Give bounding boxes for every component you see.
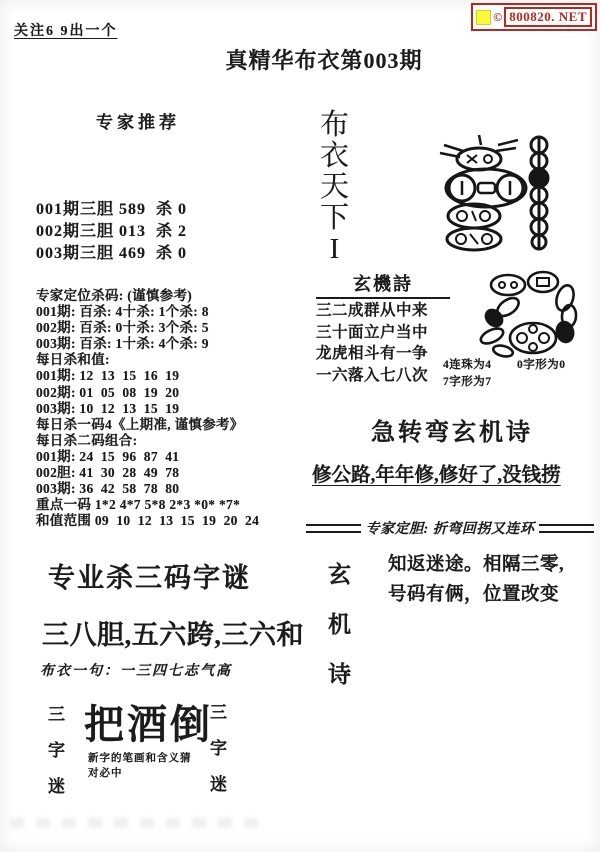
riddle-hint-line: 对必中 <box>88 768 123 779</box>
poem-line: 龙虎相斗有一争 <box>316 345 429 362</box>
sharp-turn-heading: 急转弯玄机诗 <box>371 420 533 446</box>
position-kill-row: 001期: 百杀: 4十杀: 1个杀: 8 <box>36 304 209 320</box>
vertical-char: I <box>329 233 340 265</box>
daily-two-kill-row: 003期: 36 42 58 78 80 <box>36 481 180 497</box>
vertical-char: 诗 <box>328 662 351 687</box>
three-char-riddle-label-left <box>48 700 65 797</box>
daily-two-kill-row: 002胆: 41 30 28 49 78 <box>36 465 180 481</box>
vertical-char: 三 <box>48 705 65 724</box>
poem-line: 三十面立户当中 <box>316 323 429 341</box>
sharp-turn-line: 修公路,年年修,修好了,没钱捞 <box>312 465 561 486</box>
mystery-verse <box>388 550 564 610</box>
vertical-char: 字 <box>48 741 65 760</box>
double-line-right <box>539 524 594 533</box>
coin-spiral-icon <box>477 268 589 360</box>
vertical-char: 迷 <box>210 775 227 794</box>
focus-note: 关注6 9出一个 <box>14 24 118 39</box>
coin-figure-icon <box>424 130 564 256</box>
site-badge <box>471 3 597 31</box>
position-kill-row: 002期: 百杀: 0十杀: 3个杀: 5 <box>36 320 209 336</box>
daily-sum-kill-heading: 每日杀和值: <box>36 352 110 368</box>
scan-smudge <box>10 818 260 828</box>
kill-number-block <box>36 288 259 529</box>
daily-two-kill-heading: 每日杀二码组合: <box>36 432 138 448</box>
poem-line: 一六落入七八次 <box>316 366 429 384</box>
page-title: 真精华布衣第003期 <box>225 48 423 73</box>
xuanji-poem-heading: 玄機詩 <box>316 270 450 299</box>
daily-one-kill-line: 每日杀一码4《上期准, 谨慎参考》 <box>36 416 244 432</box>
position-kill-row: 003期: 百杀: 1十杀: 4个杀: 9 <box>36 336 209 352</box>
daily-sum-kill-row: 002期: 01 05 08 19 20 <box>36 384 180 400</box>
position-kill-heading: 专家定位杀码: (谨慎参考) <box>36 288 193 303</box>
vertical-char: 下 <box>320 202 350 234</box>
mystery-line: 知返迷途。相隔三零, <box>388 555 565 575</box>
vertical-char: 天 <box>320 171 350 203</box>
vertical-char: 布 <box>320 109 350 141</box>
copyright-mark: © <box>493 9 503 24</box>
double-line-left <box>306 524 361 533</box>
yellow-swatch-icon <box>476 10 491 25</box>
three-code-riddle-heading: 专业杀三码字谜 <box>48 563 251 593</box>
recommend-row: 001期三胆 589 杀 0 <box>36 201 188 218</box>
vertical-char: 衣 <box>320 140 350 172</box>
vertical-char: 字 <box>210 739 227 758</box>
poem-line: 三二成群从中来 <box>316 302 429 319</box>
buyi-sentence: 布衣一句：一三四七志气高 <box>40 664 232 679</box>
buyi-tianxia-title <box>320 110 349 265</box>
xuanji-poem <box>316 270 450 385</box>
shape-note: 7字形为7 <box>443 376 492 388</box>
expert-divider-text: 专家定胆: 折弯回拐又连环 <box>365 522 535 537</box>
sum-range-line: 和值范围 09 10 12 13 15 19 20 24 <box>36 513 260 529</box>
vertical-char: 迷 <box>48 777 65 796</box>
three-code-riddle-line: 三八胆,五六跨,三六和 <box>42 620 304 650</box>
mystery-line: 号码有俩，位置改变 <box>388 585 560 605</box>
key-one-code-line: 重点一码 1*2 4*7 5*8 2*3 *0* *7* <box>36 497 241 513</box>
xuanji-vertical-title <box>328 556 351 689</box>
three-char-riddle-label-right <box>210 698 227 795</box>
vertical-char: 三 <box>210 703 227 722</box>
expert-recommend-rows <box>36 199 187 265</box>
recommend-row: 003期三胆 469 杀 0 <box>36 245 188 262</box>
vertical-char: 玄 <box>328 562 351 587</box>
riddle-hint-line: 新字的笔画和含义猜 <box>88 753 192 764</box>
riddle-answer: 把酒倒 <box>84 702 213 747</box>
expert-divider <box>306 518 594 538</box>
recommend-row: 002期三胆 013 杀 2 <box>36 223 188 240</box>
riddle-hint <box>88 751 192 781</box>
shape-note: 4连珠为4 <box>443 359 492 371</box>
vertical-char: 机 <box>328 612 351 637</box>
expert-recommend-heading: 专家推荐 <box>96 113 180 132</box>
daily-sum-kill-row: 001期: 12 13 15 16 19 <box>36 368 180 384</box>
daily-two-kill-row: 001期: 24 15 96 87 41 <box>36 448 180 464</box>
site-domain: 800820. NET <box>504 7 592 27</box>
daily-sum-kill-row: 003期: 10 12 13 15 19 <box>36 400 180 416</box>
shape-note: 0字形为0 <box>517 359 566 371</box>
